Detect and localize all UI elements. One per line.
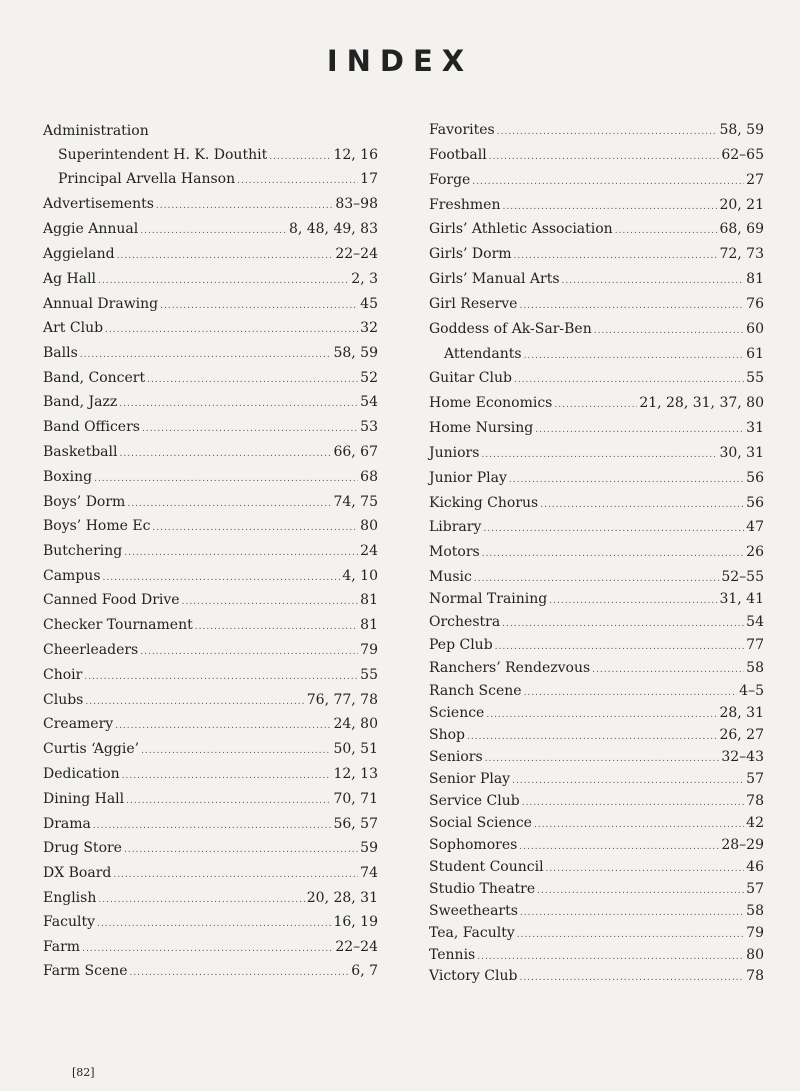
leader-dots — [98, 891, 304, 909]
index-entry-pages: 56, 57 — [333, 815, 378, 832]
leader-dots — [117, 247, 334, 265]
index-entry-term: Forge — [429, 171, 471, 188]
index-entry — [429, 220, 764, 245]
leader-dots — [512, 772, 744, 790]
leader-dots — [519, 297, 744, 315]
index-entry-term: Victory Club — [429, 968, 518, 984]
leader-dots — [97, 915, 331, 933]
index-entry-pages: 50, 51 — [333, 741, 378, 757]
index-entry-pages: 22–24 — [335, 938, 378, 955]
index-entry-term: Ranchers’ Rendezvous — [429, 659, 591, 676]
index-entry-pages: 79 — [746, 924, 764, 941]
index-entry-pages: 27 — [746, 171, 764, 188]
index-entry-term: Girls’ Dorm — [429, 246, 512, 262]
index-entry-term: Aggieland — [43, 246, 115, 262]
leader-dots — [122, 767, 332, 785]
index-entry — [429, 967, 764, 989]
index-entry-term: Student Council — [429, 858, 544, 875]
index-entry-term: Tennis — [429, 946, 476, 963]
index-entry — [429, 394, 764, 419]
leader-dots — [554, 396, 637, 414]
leader-dots — [524, 347, 745, 365]
index-entry-pages: 56 — [746, 494, 764, 511]
leader-dots — [84, 668, 358, 686]
index-entry-term: Goddess of Ak-Sar-Ben — [429, 320, 592, 337]
index-entry-term: Campus — [43, 567, 101, 584]
index-entry — [429, 245, 764, 270]
index-entry-pages: 54 — [360, 394, 378, 410]
index-entry-pages: 77 — [746, 636, 764, 653]
leader-dots — [502, 615, 744, 633]
index-entry-pages: 80 — [360, 518, 378, 534]
leader-dots — [467, 728, 717, 746]
index-entry — [429, 270, 764, 295]
leader-dots — [127, 495, 331, 513]
index-entry — [429, 858, 764, 880]
index-entry-term: Band Officers — [43, 419, 140, 435]
index-entry-pages: 31, 41 — [719, 591, 764, 607]
index-entry — [43, 740, 378, 765]
index-entry — [429, 146, 764, 171]
index-entry-term: Normal Training — [429, 591, 548, 607]
index-entry-pages: 22–24 — [335, 246, 378, 262]
leader-dots — [519, 838, 719, 856]
index-entry — [43, 641, 378, 666]
index-entry — [43, 666, 378, 691]
index-entry-term: Ag Hall — [43, 271, 97, 287]
index-entry — [429, 171, 764, 196]
index-entry-term: Butchering — [43, 543, 123, 559]
index-entry — [43, 913, 378, 938]
index-entry-term: Drug Store — [43, 840, 122, 856]
leader-dots — [80, 346, 332, 364]
leader-dots — [615, 222, 718, 240]
leader-dots — [594, 322, 744, 340]
index-entry — [429, 419, 764, 444]
index-entry-pages: 28, 31 — [719, 705, 764, 721]
index-entry — [429, 792, 764, 814]
index-entry — [429, 814, 764, 836]
leader-dots — [119, 445, 331, 463]
leader-dots — [562, 272, 745, 290]
page-number: [82] — [72, 1066, 95, 1079]
leader-dots — [537, 882, 744, 900]
leader-dots — [502, 198, 717, 216]
index-entry-pages: 83–98 — [335, 196, 378, 212]
leader-dots — [489, 148, 720, 166]
index-entry — [43, 962, 378, 987]
leader-dots — [160, 297, 358, 315]
index-entry-pages: 76, 77, 78 — [306, 691, 378, 708]
index-entry-term: Girls’ Manual Arts — [429, 271, 560, 287]
leader-dots — [514, 247, 718, 265]
index-entry-term: Curtis ‘Aggie’ — [43, 741, 140, 757]
leader-dots — [517, 926, 744, 944]
index-entry — [429, 659, 764, 683]
index-entry-term: Farm Scene — [43, 963, 128, 979]
index-entry — [43, 170, 378, 195]
leader-dots — [93, 817, 332, 835]
leader-dots — [495, 638, 745, 656]
index-entry — [43, 369, 378, 394]
index-entry — [43, 146, 378, 170]
index-entry — [43, 220, 378, 245]
index-entry-pages: 20, 28, 31 — [306, 889, 378, 906]
index-entry-pages: 52–55 — [721, 568, 764, 585]
leader-dots — [152, 519, 358, 537]
index-entry-pages: 55 — [746, 370, 764, 386]
leader-dots — [85, 693, 304, 711]
index-entry-pages: 4, 10 — [342, 567, 378, 584]
index-entry — [43, 938, 378, 963]
index-entry — [429, 613, 764, 636]
index-entry-pages: 42 — [746, 815, 764, 831]
index-entry — [43, 765, 378, 790]
index-entry-pages: 56 — [746, 469, 764, 486]
index-entry — [429, 543, 764, 568]
leader-dots — [472, 173, 744, 191]
index-entry-pages: 16, 19 — [333, 914, 378, 930]
index-entry — [429, 518, 764, 543]
leader-dots — [477, 948, 744, 966]
index-entry-pages: 58, 59 — [333, 345, 378, 361]
index-entry — [43, 468, 378, 493]
index-entry — [43, 691, 378, 716]
index-entry-term: Home Nursing — [429, 420, 534, 436]
index-entry-pages: 58 — [746, 659, 764, 676]
index-entry-term: Superintendent H. K. Douthit — [58, 147, 268, 163]
index-entry — [429, 682, 764, 704]
index-entry-term: Juniors — [429, 444, 480, 461]
index-entry-term: Principal Arvella Hanson — [58, 171, 236, 187]
leader-dots — [535, 421, 744, 439]
index-entry — [429, 196, 764, 221]
leader-dots — [483, 520, 744, 538]
index-entry — [43, 418, 378, 443]
index-entry-pages: 81 — [746, 271, 764, 287]
index-entry-pages: 30, 31 — [719, 444, 764, 461]
leader-dots — [115, 717, 331, 735]
index-entry-pages: 53 — [360, 419, 378, 435]
index-entry-term: Studio Theatre — [429, 880, 536, 897]
index-entry — [43, 567, 378, 592]
index-entry-term: Boxing — [43, 469, 93, 485]
index-entry — [429, 494, 764, 519]
index-entry-term: Dining Hall — [43, 790, 125, 807]
index-entry — [43, 270, 378, 295]
index-entry-pages: 70, 71 — [333, 790, 378, 807]
index-entry-term: Faculty — [43, 914, 95, 930]
index-entry-pages: 74, 75 — [333, 493, 378, 510]
index-entry — [429, 121, 764, 146]
index-entry — [429, 924, 764, 946]
leader-dots — [534, 816, 744, 834]
index-entry-term: Girl Reserve — [429, 295, 518, 312]
index-entry-pages: 2, 3 — [351, 271, 378, 287]
leader-dots — [486, 706, 717, 724]
index-entry-pages: 68 — [360, 469, 378, 485]
index-entry — [43, 393, 378, 418]
index-entry-term: Administration — [43, 123, 149, 139]
leader-dots — [237, 172, 358, 190]
index-entry-term: Guitar Club — [429, 370, 512, 386]
index-entry-term: Library — [429, 519, 482, 535]
index-entry-pages: 59 — [360, 840, 378, 856]
index-entry-term: Shop — [429, 727, 465, 743]
index-entry — [43, 517, 378, 542]
index-entry-term: Ranch Scene — [429, 683, 522, 699]
index-entry-term: Advertisements — [43, 196, 154, 212]
index-entry-pages: 76 — [746, 295, 764, 312]
index-entry — [429, 320, 764, 345]
index-entry-term: Girls’ Athletic Association — [429, 221, 613, 237]
index-entry — [43, 889, 378, 914]
leader-dots — [124, 544, 358, 562]
index-entry-term: English — [43, 889, 97, 906]
index-entry — [43, 443, 378, 468]
index-entry — [43, 493, 378, 518]
index-entry-pages: 81 — [360, 592, 378, 608]
index-entry-pages: 61 — [746, 345, 764, 362]
index-entry-term: Senior Play — [429, 771, 511, 787]
leader-dots — [140, 222, 287, 240]
leader-dots — [82, 940, 333, 958]
index-entry-pages: 12, 16 — [333, 147, 378, 163]
index-entry-pages: 74 — [360, 865, 378, 881]
leader-dots — [509, 471, 744, 489]
index-entry-pages: 58 — [746, 902, 764, 919]
index-entry-pages: 60 — [746, 320, 764, 337]
leader-dots — [98, 272, 349, 290]
index-entry-term: Attendants — [444, 345, 522, 362]
index-entry — [429, 946, 764, 968]
index-entry-term: Pep Club — [429, 636, 493, 653]
index-entry-term: Football — [429, 146, 487, 163]
leader-dots — [485, 750, 720, 768]
index-entry — [43, 542, 378, 567]
index-entry — [429, 345, 764, 370]
index-entry — [43, 245, 378, 270]
index-entry — [429, 726, 764, 748]
index-entry-term: Junior Play — [429, 469, 507, 486]
leader-dots — [474, 570, 720, 588]
leader-dots — [113, 866, 358, 884]
leader-dots — [481, 446, 717, 464]
index-entry — [429, 748, 764, 770]
leader-dots — [103, 569, 341, 587]
index-entry — [429, 369, 764, 394]
leader-dots — [182, 593, 359, 611]
index-entry — [43, 839, 378, 864]
index-entry-term: Band, Concert — [43, 369, 146, 386]
leader-dots — [519, 969, 744, 987]
index-entry-term: Basketball — [43, 444, 118, 460]
index-entry-pages: 78 — [746, 793, 764, 809]
index-entry — [429, 469, 764, 494]
leader-dots — [147, 371, 358, 389]
index-entry-pages: 78 — [746, 968, 764, 984]
index-entry-term: Motors — [429, 544, 480, 560]
index-entry-pages: 6, 7 — [351, 963, 378, 979]
index-entry-term: Choir — [43, 666, 83, 683]
leader-dots — [497, 123, 718, 141]
index-entry — [429, 444, 764, 469]
leader-dots — [524, 684, 738, 702]
index-entry-term: Music — [429, 568, 472, 585]
index-entry-pages: 54 — [746, 613, 764, 630]
index-entry-pages: 57 — [746, 880, 764, 897]
leader-dots — [156, 197, 333, 215]
index-entry — [43, 295, 378, 320]
index-entry — [429, 880, 764, 902]
leader-dots — [549, 592, 717, 610]
index-entry-pages: 62–65 — [721, 146, 764, 163]
index-entry-term: Freshmen — [429, 196, 501, 213]
leader-dots — [540, 496, 744, 514]
index-entry-term: Aggie Annual — [43, 221, 139, 237]
leader-dots — [520, 904, 744, 922]
index-entry — [429, 636, 764, 659]
leader-dots — [126, 792, 331, 810]
index-entry-pages: 32–43 — [721, 749, 764, 765]
leader-dots — [94, 470, 358, 488]
index-entry — [429, 902, 764, 924]
index-entry-term: Dedication — [43, 765, 120, 782]
index-entry-term: Science — [429, 705, 485, 721]
index-entry-pages: 4–5 — [739, 683, 764, 699]
index-entry — [429, 295, 764, 320]
index-entry-pages: 47 — [746, 519, 764, 535]
index-entry — [43, 319, 378, 344]
index-entry-pages: 68, 69 — [719, 221, 764, 237]
index-entry-term: Annual Drawing — [43, 295, 159, 312]
index-entry-pages: 58, 59 — [719, 122, 764, 138]
index-entry — [43, 344, 378, 369]
index-entry-term: Boys’ Home Ec — [43, 518, 151, 534]
leader-dots — [592, 661, 744, 679]
index-entry-pages: 79 — [360, 642, 378, 658]
index-entry — [43, 122, 378, 146]
index-entry-pages: 8, 48, 49, 83 — [288, 221, 378, 237]
index-entry-term: Home Economics — [429, 395, 553, 411]
index-entry-pages: 55 — [360, 666, 378, 683]
index-entry-pages: 80 — [746, 946, 764, 963]
leader-dots — [546, 860, 745, 878]
index-entry-pages: 31 — [746, 420, 764, 436]
index-entry-term: Kicking Chorus — [429, 494, 539, 511]
leader-dots — [140, 643, 358, 661]
index-entry-term: Cheerleaders — [43, 642, 139, 658]
index-entry-pages: 66, 67 — [333, 444, 378, 460]
index-entry-term: Clubs — [43, 691, 84, 708]
index-entry-term: Canned Food Drive — [43, 592, 180, 608]
index-entry-pages: 81 — [360, 617, 378, 633]
index-entry-pages: 21, 28, 31, 37, 80 — [639, 395, 764, 411]
leader-dots — [105, 321, 358, 339]
index-entry-pages: 24, 80 — [333, 716, 378, 732]
index-entry-term: Sophomores — [429, 836, 518, 853]
index-column-right — [429, 121, 764, 989]
index-entry-pages: 12, 13 — [333, 765, 378, 782]
leader-dots — [514, 371, 744, 389]
index-entry-term: Creamery — [43, 716, 114, 732]
index-entry-pages: 46 — [746, 858, 764, 875]
index-entry-term: Boys’ Dorm — [43, 493, 126, 510]
page-title: INDEX — [326, 44, 474, 78]
leader-dots — [119, 395, 358, 413]
index-entry-term: Checker Tournament — [43, 617, 193, 633]
index-entry — [43, 195, 378, 220]
index-entry-pages: 57 — [746, 771, 764, 787]
index-entry-pages: 45 — [360, 295, 378, 312]
index-entry-pages: 20, 21 — [719, 196, 764, 213]
index-entry-pages: 32 — [360, 320, 378, 336]
index-entry-term: Social Science — [429, 815, 532, 831]
index-entry — [43, 616, 378, 641]
index-entry-pages: 26 — [746, 544, 764, 560]
index-entry — [43, 715, 378, 740]
index-entry-pages: 72, 73 — [719, 246, 764, 262]
index-entry-pages: 28–29 — [721, 836, 764, 853]
index-entry — [429, 568, 764, 591]
index-entry-term: Balls — [43, 345, 78, 361]
index-entry-term: Tea, Faculty — [429, 924, 515, 941]
index-entry — [43, 591, 378, 616]
index-entry — [429, 704, 764, 726]
index-entry-pages: 17 — [360, 171, 378, 187]
leader-dots — [269, 148, 331, 166]
index-entry-term: Service Club — [429, 793, 520, 809]
index-entry — [43, 864, 378, 889]
leader-dots — [522, 794, 744, 812]
leader-dots — [130, 964, 350, 982]
leader-dots — [482, 545, 744, 563]
index-entry-pages: 24 — [360, 543, 378, 559]
index-entry-term: Art Club — [43, 320, 104, 336]
index-entry-pages: 26, 27 — [719, 727, 764, 743]
index-entry — [429, 770, 764, 792]
index-entry-pages: 52 — [360, 369, 378, 386]
index-entry-term: Sweethearts — [429, 902, 518, 919]
index-entry — [429, 590, 764, 613]
index-entry-term: Farm — [43, 938, 81, 955]
index-entry-term: DX Board — [43, 865, 112, 881]
index-entry — [43, 815, 378, 840]
index-entry-term: Orchestra — [429, 613, 501, 630]
index-entry — [429, 836, 764, 858]
index-entry-term: Band, Jazz — [43, 394, 118, 410]
index-entry-term: Drama — [43, 815, 91, 832]
leader-dots — [124, 841, 358, 859]
index-entry — [43, 790, 378, 815]
leader-dots — [195, 618, 358, 636]
leader-dots — [141, 742, 331, 760]
index-entry-term: Seniors — [429, 749, 483, 765]
leader-dots — [142, 420, 358, 438]
index-entry-term: Favorites — [429, 122, 495, 138]
index-column-left — [43, 122, 378, 987]
